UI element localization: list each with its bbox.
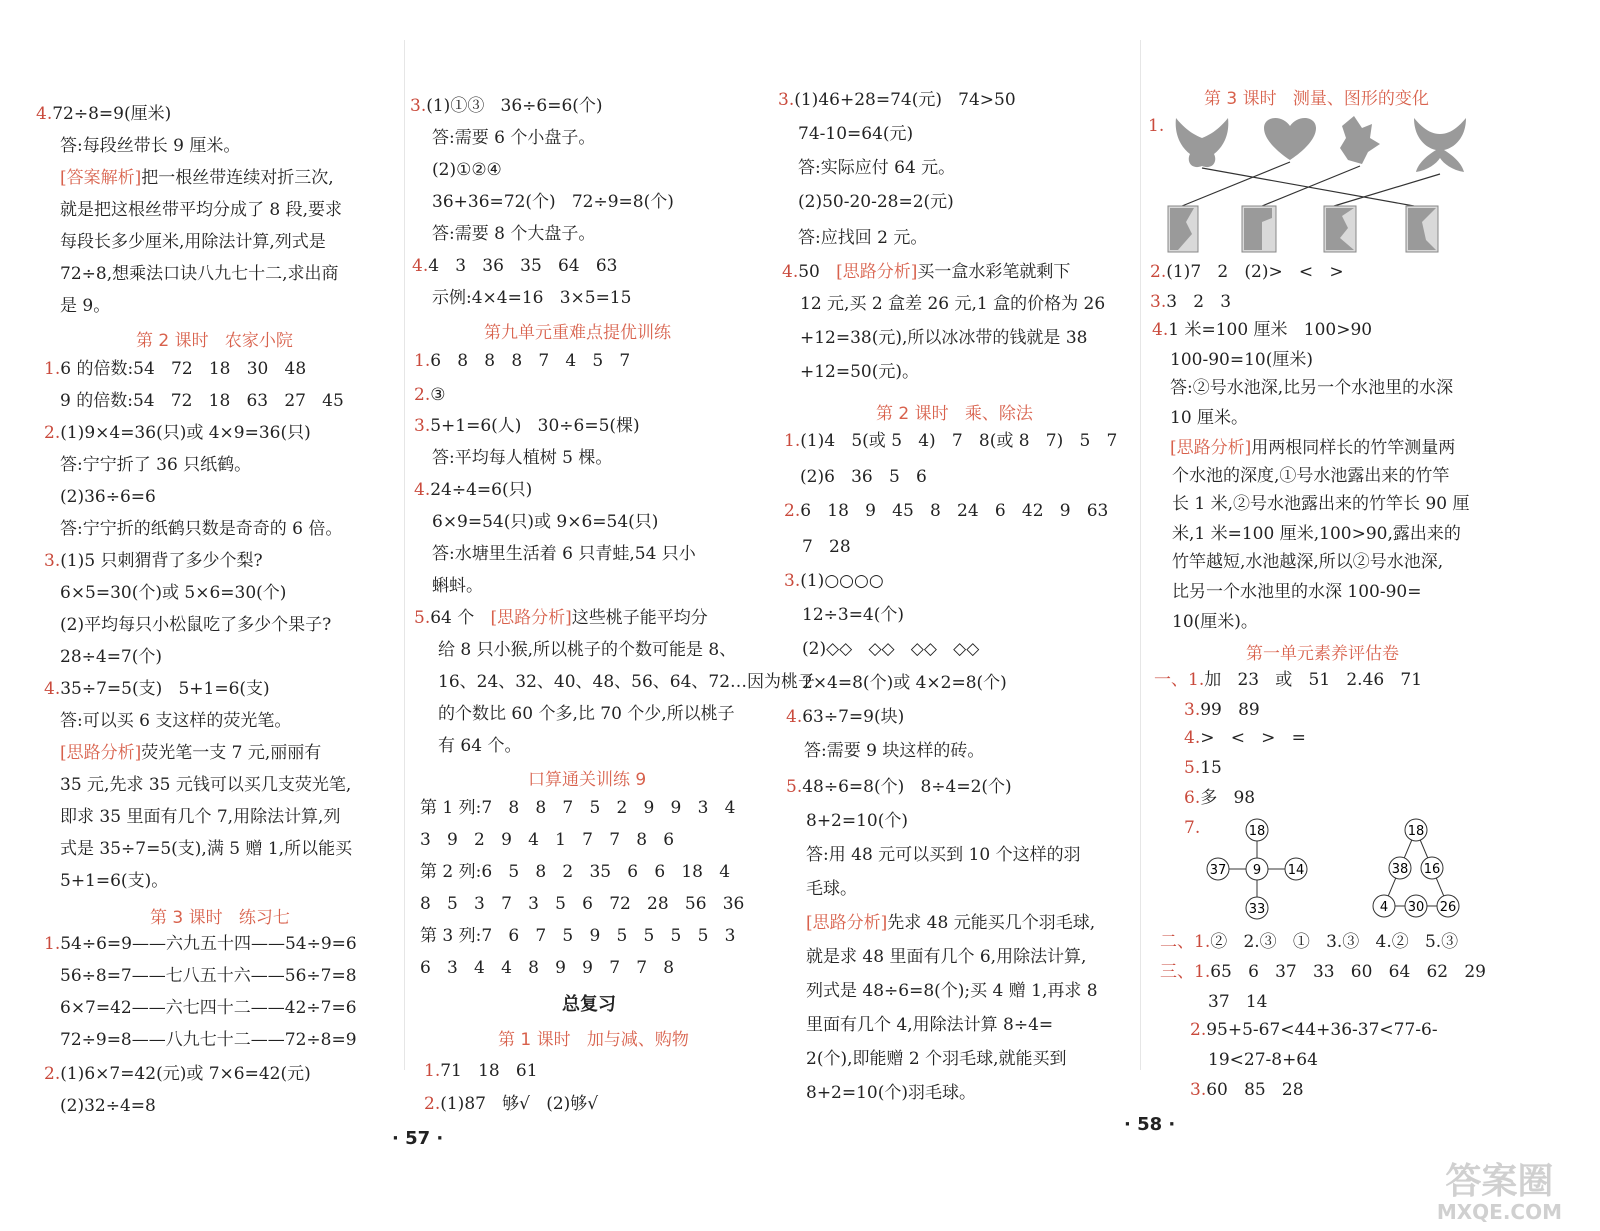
watermark xyxy=(1437,1163,1562,1223)
section-heading: 第 3 课时 练习七 xyxy=(150,908,290,928)
answer-line: 2.6 18 9 45 8 24 6 42 9 63 xyxy=(784,501,1109,521)
answer-line: (2)①②④ xyxy=(432,160,502,180)
answer-line: 列式是 48÷6=8(个);买 4 赠 1,再求 8 xyxy=(806,981,1098,1001)
answer-line: [思路分析]荧光笔一支 7 元,丽丽有 xyxy=(60,743,322,763)
answer-line: 4.1 米=100 厘米 100>90 xyxy=(1152,320,1373,340)
answer-line: 7. xyxy=(1184,818,1201,838)
answer-line: 毛球。 xyxy=(806,879,857,899)
answer-line: (2)6 36 5 6 xyxy=(800,467,927,487)
answer-line: 8+2=10(个) xyxy=(806,811,909,831)
answer-line: +12=38(元),所以冰冰带的钱就是 38 xyxy=(800,328,1088,348)
answer-line: 给 8 只小猴,所以桃子的个数可能是 8、 xyxy=(438,640,737,660)
answer-line: 的个数比 60 个多,比 70 个少,所以桃子 xyxy=(438,704,735,724)
answer-line: 答:宁宁折了 36 只纸鹤。 xyxy=(60,455,252,475)
answer-line: 6.多 98 xyxy=(1184,788,1256,808)
answer-line: 竹竿越短,水池越深,所以②号水池深, xyxy=(1172,552,1444,572)
answer-line: 7 28 xyxy=(802,537,851,557)
tree-node: 9 xyxy=(1252,863,1262,878)
answer-line: 6×5=30(个)或 5×6=30(个) xyxy=(60,583,287,603)
answer-line: 3.5+1=6(人) 30÷6=5(棵) xyxy=(414,416,640,436)
answer-line: 3.(1)○○○○ xyxy=(784,571,884,591)
answer-line: 就是求 48 里面有几个 6,用除法计算, xyxy=(806,947,1087,967)
answer-line: [思路分析]先求 48 元能买几个羽毛球, xyxy=(806,913,1096,933)
answer-line: 8 5 3 7 3 5 6 72 28 56 36 xyxy=(420,894,745,914)
answer-line: 1.71 18 61 xyxy=(424,1061,538,1081)
answer-line: 35 元,先求 35 元钱可以买几支荧光笔, xyxy=(60,775,352,795)
answer-line: 12÷3=4(个) xyxy=(802,605,905,625)
heart-shape xyxy=(1264,118,1316,160)
answer-line: (2)平均每只小松鼠吃了多少个果子? xyxy=(60,615,332,635)
answer-line: 36+36=72(个) 72÷9=8(个) xyxy=(432,192,674,212)
answer-line: 2.③ xyxy=(414,385,446,405)
answer-line: 6 3 4 4 8 9 9 7 7 8 xyxy=(420,958,675,978)
answer-line: 答:每段丝带长 9 厘米。 xyxy=(60,136,241,156)
tree-node: 4 xyxy=(1379,900,1389,915)
answer-line: 2×4=8(个)或 4×2=8(个) xyxy=(802,673,1007,693)
answer-line: 蝌蚪。 xyxy=(432,576,483,596)
answer-line: 即求 35 里面有几个 7,用除法计算,列 xyxy=(60,807,341,827)
section-heading: 第 2 课时 乘、除法 xyxy=(876,404,1033,424)
answer-line: 答:水塘里生活着 6 只青蛙,54 只小 xyxy=(432,544,696,564)
tree-node: 18 xyxy=(1248,824,1266,839)
answer-line: 每段长多少厘米,用除法计算,列式是 xyxy=(60,232,326,252)
answer-line: (2)32÷4=8 xyxy=(60,1096,156,1116)
number-tree-cross xyxy=(1200,814,1320,924)
answer-line: 10 厘米。 xyxy=(1170,408,1249,428)
answer-line: 72÷9=8——八九七十二——72÷8=9 xyxy=(60,1030,357,1050)
answer-line: (2)36÷6=6 xyxy=(60,487,156,507)
chapter-heading: 总复习 xyxy=(562,994,616,1015)
tree-node: 37 xyxy=(1209,863,1227,878)
section-heading: 口算通关训练 9 xyxy=(528,770,647,790)
answer-line: 1. xyxy=(1148,116,1165,136)
answer-line: 4.72÷8=9(厘米) xyxy=(36,104,172,124)
answer-line: 1.6 的倍数:54 72 18 30 48 xyxy=(44,359,307,379)
matching-figure xyxy=(1164,108,1474,258)
answer-line: 2.(1)7 2 (2)> < > xyxy=(1150,262,1344,282)
answer-line: 答:可以买 6 支这样的荧光笔。 xyxy=(60,711,292,731)
answer-line: 3.60 85 28 xyxy=(1190,1080,1304,1100)
answer-line: 5+1=6(支)。 xyxy=(60,871,169,891)
answer-line: [思路分析]用两根同样长的竹竿测量两 xyxy=(1170,438,1456,458)
answer-line: 3.3 2 3 xyxy=(1150,292,1232,312)
answer-line: 答:应找回 2 元。 xyxy=(798,228,928,248)
section-heading: 第 3 课时 测量、图形的变化 xyxy=(1204,89,1429,109)
answer-line: 6×7=42——六七四十二——42÷7=6 xyxy=(60,998,357,1018)
answer-line: 5.15 xyxy=(1184,758,1222,778)
column-divider xyxy=(404,40,405,1070)
answer-line: 4.50 [思路分析]买一盒水彩笔就剩下 xyxy=(782,262,1071,282)
answer-line: 就是把这根丝带平均分成了 8 段,要求 xyxy=(60,200,343,220)
answer-line: 16、24、32、40、48、56、64、72…因为桃子 xyxy=(438,672,816,692)
answer-line: 3.(1)5 只刺猬背了多少个梨? xyxy=(44,551,263,571)
answer-line: 56÷8=7——七八五十六——56÷7=8 xyxy=(60,966,357,986)
number-tree-triangle xyxy=(1368,814,1488,924)
answer-line: 2.(1)87 够√ (2)够√ xyxy=(424,1094,599,1114)
answer-line: 12 元,买 2 盒差 26 元,1 盒的价格为 26 xyxy=(800,294,1106,314)
answer-line: 28÷4=7(个) xyxy=(60,647,163,667)
answer-line: 10(厘米)。 xyxy=(1172,612,1258,632)
answer-line: 4.24÷4=6(只) xyxy=(414,480,533,500)
answer-line: 3.(1)①③ 36÷6=6(个) xyxy=(410,96,603,116)
tree-node: 18 xyxy=(1407,824,1425,839)
answer-line: 答:需要 9 块这样的砖。 xyxy=(804,741,985,761)
answer-line: 长 1 米,②号水池露出来的竹竿长 90 厘 xyxy=(1172,494,1470,514)
tree-node: 30 xyxy=(1407,900,1425,915)
answer-line: 3.99 89 xyxy=(1184,700,1260,720)
answer-line: 37 14 xyxy=(1208,992,1268,1012)
watermark-url: MXQE.COM xyxy=(1436,1200,1562,1224)
answer-line: 答:平均每人植树 5 棵。 xyxy=(432,448,613,468)
answer-line: 2(个),即能赠 2 个羽毛球,就能买到 xyxy=(806,1049,1067,1069)
answer-line: 9 的倍数:54 72 18 63 27 45 xyxy=(60,391,344,411)
answer-line: 2.95+5-67<44+36-37<77-6- xyxy=(1190,1020,1438,1040)
answer-line: 答:②号水池深,比另一个水池里的水深 xyxy=(1170,378,1454,398)
answer-line: 答:实际应付 64 元。 xyxy=(798,158,956,178)
section-heading: 第九单元重难点提优训练 xyxy=(484,323,671,343)
answer-line: 74-10=64(元) xyxy=(798,124,914,144)
answer-line: 6×9=54(只)或 9×6=54(只) xyxy=(432,512,659,532)
answer-line: 有 64 个。 xyxy=(438,736,522,756)
answer-line: 答:需要 6 个小盘子。 xyxy=(432,128,596,148)
answer-line: 示例:4×4=16 3×5=15 xyxy=(432,288,632,308)
answer-line: 比另一个水池里的水深 100-90= xyxy=(1172,582,1422,602)
answer-line: (2)◇◇ ◇◇ ◇◇ ◇◇ xyxy=(802,639,980,659)
answer-line: 第 2 列:6 5 8 2 35 6 6 18 4 xyxy=(420,862,731,882)
butterfly-shape xyxy=(1176,118,1229,167)
answer-line: 第 3 列:7 6 7 5 9 5 5 5 5 3 xyxy=(420,926,736,946)
tree-node: 33 xyxy=(1248,902,1266,917)
column-divider xyxy=(1140,40,1141,1070)
tree-node: 14 xyxy=(1287,863,1305,878)
answer-line: 一、1.加 23 或 51 2.46 71 xyxy=(1154,670,1423,690)
answer-line: 三、1.65 6 37 33 60 64 62 29 xyxy=(1160,962,1486,982)
answer-line: 4.35÷7=5(支) 5+1=6(支) xyxy=(44,679,270,699)
answer-line: (2)50-20-28=2(元) xyxy=(798,192,954,212)
answer-line: 2.(1)6×7=42(元)或 7×6=42(元) xyxy=(44,1064,311,1084)
answer-line: 4.> < > = xyxy=(1184,728,1306,748)
answer-line: 4.4 3 36 35 64 63 xyxy=(412,256,618,276)
leaf-shape xyxy=(1340,116,1380,164)
answer-line: 是 9。 xyxy=(60,296,111,316)
answer-line: 5.64 个 [思路分析]这些桃子能平均分 xyxy=(414,608,708,628)
section-heading: 第 2 课时 农家小院 xyxy=(136,331,293,351)
answer-line: 100-90=10(厘米) xyxy=(1170,350,1313,370)
answer-line: 二、1.② 2.③ ① 3.③ 4.② 5.③ xyxy=(1160,932,1459,952)
watermark-logo: 答案圈 xyxy=(1445,1161,1554,1202)
answer-line: 1.54÷6=9——六九五十四——54÷9=6 xyxy=(44,934,357,954)
answer-line: 米,1 米=100 厘米,100>90,露出来的 xyxy=(1172,524,1461,544)
answer-line: 1.(1)4 5(或 5 4) 7 8(或 8 7) 5 7 xyxy=(784,431,1118,451)
answer-line: 8+2=10(个)羽毛球。 xyxy=(806,1083,977,1103)
answer-line: 答:需要 8 个大盘子。 xyxy=(432,224,596,244)
tree-node: 38 xyxy=(1391,862,1409,877)
answer-line: 3.(1)46+28=74(元) 74>50 xyxy=(778,90,1016,110)
answer-line: 式是 35÷7=5(支),满 5 赠 1,所以能买 xyxy=(60,839,353,859)
section-heading: 第 1 课时 加与减、购物 xyxy=(498,1030,689,1050)
answer-line: +12=50(元)。 xyxy=(800,362,920,382)
answer-line: 19<27-8+64 xyxy=(1208,1050,1318,1070)
page-number-left: · 57 · xyxy=(392,1128,444,1149)
answer-line: 5.48÷6=8(个) 8÷4=2(个) xyxy=(786,777,1012,797)
answer-line: 答:宁宁折的纸鹤只数是奇奇的 6 倍。 xyxy=(60,519,343,539)
answer-line: 答:用 48 元可以买到 10 个这样的羽 xyxy=(806,845,1081,865)
answer-line: 第 1 列:7 8 8 7 5 2 9 9 3 4 xyxy=(420,798,736,818)
page-number-right: · 58 · xyxy=(1124,1114,1176,1135)
answer-line: 72÷8,想乘法口诀八九七十二,求出商 xyxy=(60,264,339,284)
answer-line: 里面有几个 4,用除法计算 8÷4= xyxy=(806,1015,1054,1035)
answer-line: 2.(1)9×4=36(只)或 4×9=36(只) xyxy=(44,423,311,443)
answer-line: 3 9 2 9 4 1 7 7 8 6 xyxy=(420,830,675,850)
moth-shape xyxy=(1414,118,1466,172)
section-heading: 第一单元素养评估卷 xyxy=(1246,644,1399,664)
answer-line: [答案解析]把一根丝带连续对折三次, xyxy=(60,168,334,188)
tree-node: 26 xyxy=(1439,900,1457,915)
answer-line: 个水池的深度,①号水池露出来的竹竿 xyxy=(1172,466,1450,486)
answer-line: 1.6 8 8 8 7 4 5 7 xyxy=(414,351,631,371)
answer-line: 4.63÷7=9(块) xyxy=(786,707,905,727)
tree-node: 16 xyxy=(1423,862,1441,877)
